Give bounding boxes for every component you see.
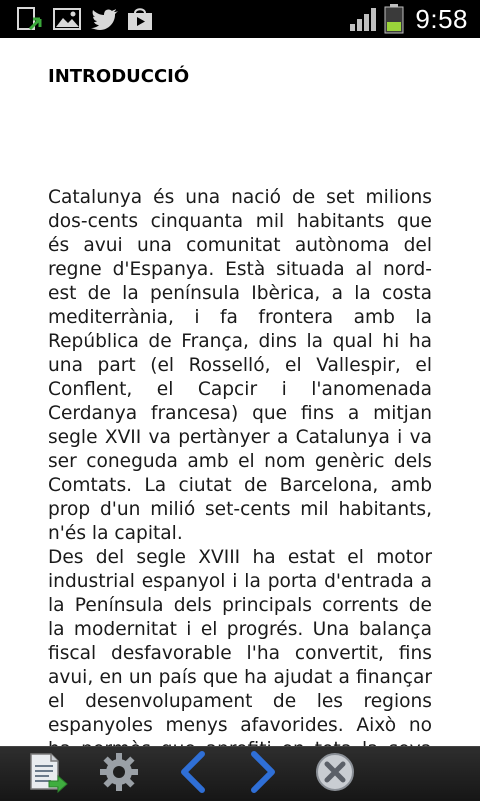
- settings-button[interactable]: [94, 751, 144, 797]
- signal-icon: [348, 6, 378, 36]
- previous-page-icon: [176, 751, 210, 797]
- document-body: [48, 186, 432, 786]
- next-page-icon: [246, 751, 280, 797]
- settings-gear-icon: [97, 750, 141, 798]
- download-notification-icon[interactable]: [16, 7, 46, 35]
- document-title: INTRODUCCIÓ: [48, 66, 190, 87]
- play-store-icon[interactable]: [126, 7, 154, 35]
- close-button[interactable]: [310, 751, 360, 797]
- previous-page-button[interactable]: [168, 751, 218, 797]
- twitter-icon[interactable]: [90, 7, 120, 35]
- paragraph-2: Des del segle XVIII ha estat el motor industrial espanyol i la porta d'entrada a la Península dels principals corrents de la modernitat i el progrés. Una balança fiscal desfavorable l'ha convertit, fins avui, en un país que ha ajudat a finançar el desenvolupament de les regions espanyoles menys afavorides. Això no: [48, 547, 432, 736]
- document-view[interactable]: [0, 38, 480, 746]
- close-icon: [314, 751, 356, 797]
- export-document-button[interactable]: [22, 751, 72, 797]
- clock-time: 9:58: [415, 4, 468, 34]
- paragraph-1: Catalunya és una nació de set milions dos-cents cinquanta mil habitants que és avui una comunitat autònoma del regne d'Espanya. Està situada al nord-est de la península Ibèrica, a la costa mediterrània, i fa frontera amb la República de França, dins la qual hi ha una part (el Rosselló, el Vallespir, el Conflent, el Capcir i l'anomenada Cerdanya francesa) que fins a mitjan segle XVII va pertànyer a Catalunya i va ser coneguda amb el nom genèric dels Comtats. La ciutat de Barcelona, amb prop d'un milió set-cents mil habitants, n'és la capital.: [48, 187, 432, 544]
- export-document-icon: [25, 751, 69, 797]
- next-page-button[interactable]: [238, 751, 288, 797]
- bottom-toolbar: [0, 746, 480, 801]
- status-bar: [0, 0, 480, 38]
- gallery-icon[interactable]: [52, 7, 82, 35]
- battery-icon: [384, 4, 404, 38]
